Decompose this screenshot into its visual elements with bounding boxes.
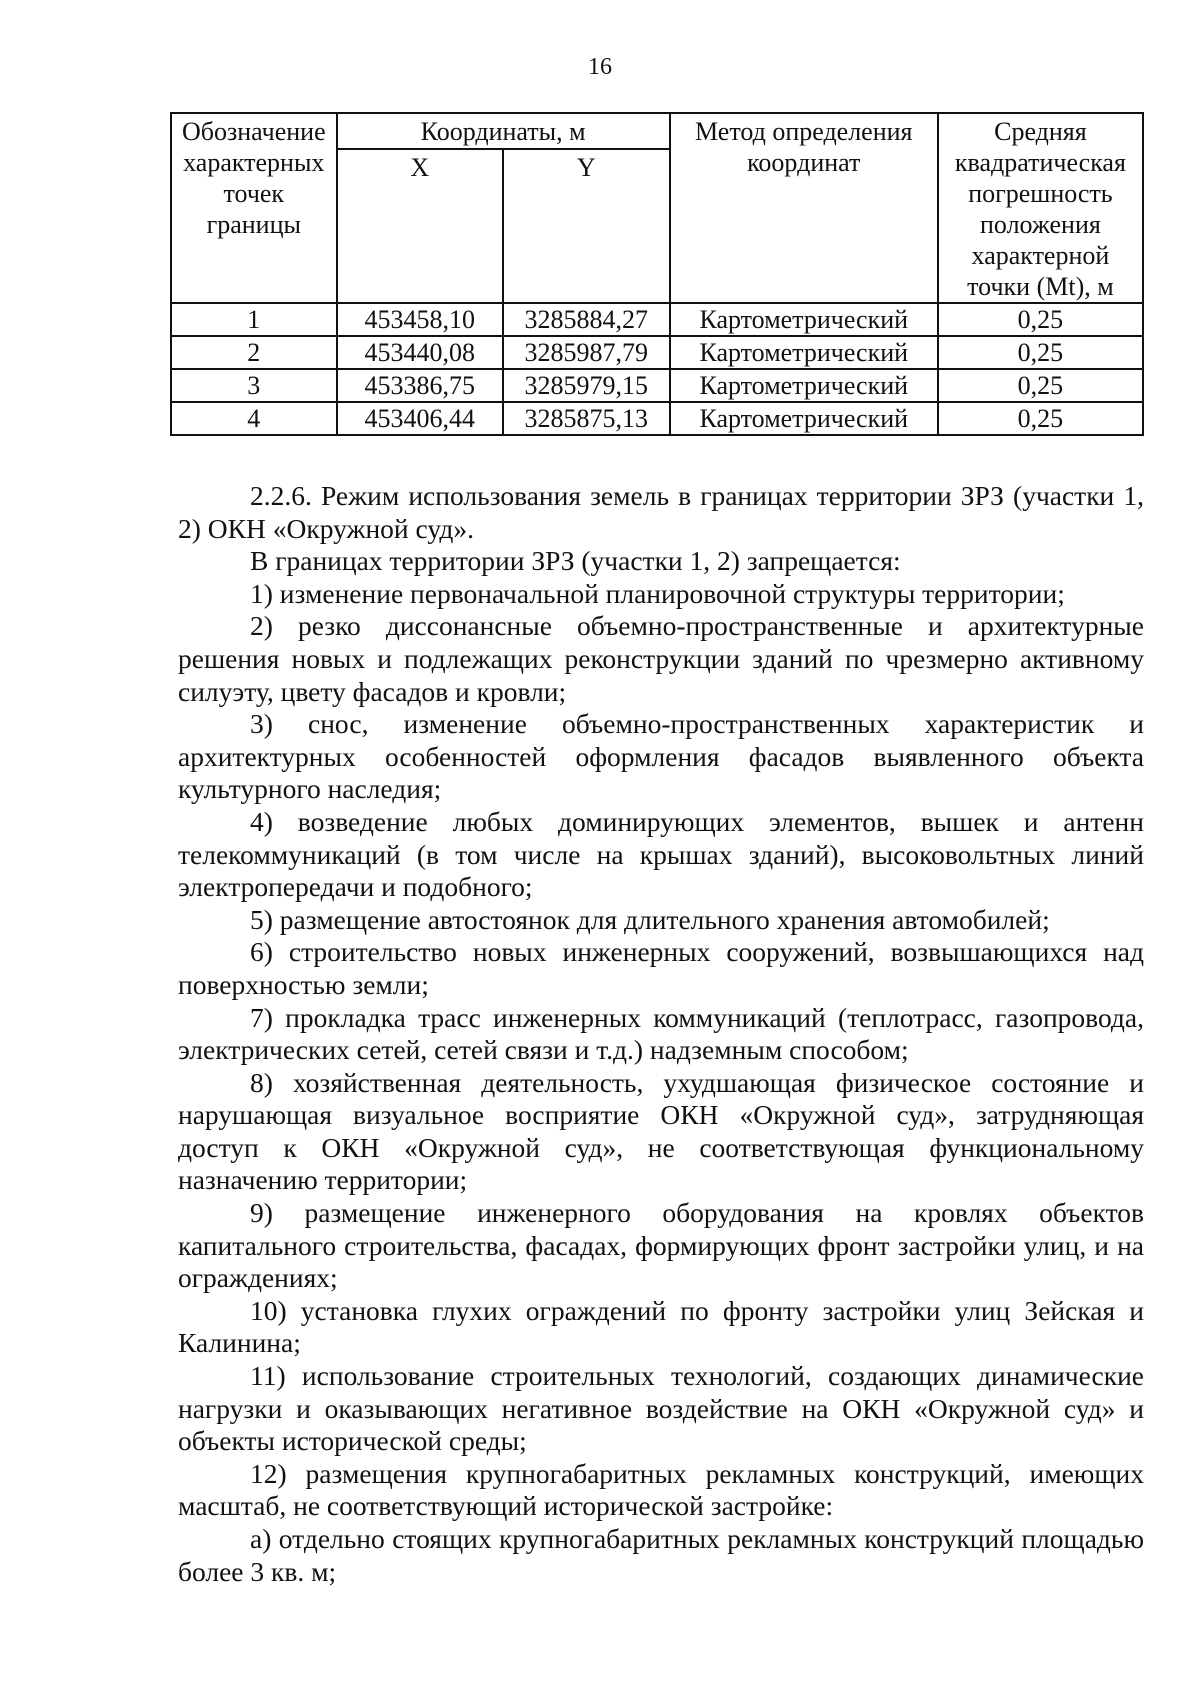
table-row (171, 336, 1143, 369)
cell-y: 3285979,15 (503, 369, 670, 402)
table-row (171, 402, 1143, 435)
section-heading: 2.2.6. Режим использования земель в границах территории ЗРЗ (участки 1, 2) ОКН «Окружной суд». (178, 480, 1144, 544)
cell-point: 1 (171, 303, 337, 336)
table-header-row (171, 113, 1143, 149)
cell-point: 4 (171, 402, 337, 435)
header-point: Обозначение характерных точек границы (171, 113, 337, 303)
body-text (178, 480, 1144, 1588)
header-coords: Координаты, м (337, 113, 670, 149)
table-row (171, 303, 1143, 336)
paragraph: В границах территории ЗРЗ (участки 1, 2) запрещается: (250, 545, 901, 577)
header-y: Y (503, 149, 670, 303)
table-row (171, 369, 1143, 402)
sub-list-item: а) отдельно стоящих крупногабаритных рекламных конструкций площадью более 3 кв. м; (178, 1523, 1144, 1587)
header-error: Средняя квадратическая погрешность положения характерной точки (Mt), м (938, 113, 1143, 303)
list-item: 8) хозяйственная деятельность, ухудшающая физическое состояние и нарушающая визуальное восприятие ОКН «Окружной суд», затрудняющая доступ к ОКН «Окружной суд», не соответствующая функциональному назначению территории; (178, 1066, 1144, 1196)
list-item: 6) строительство новых инженерных сооружений, возвышающихся над поверхностью земли; (178, 936, 1144, 1000)
page-number: 16 (588, 54, 612, 80)
cell-x: 453406,44 (337, 402, 503, 435)
cell-error: 0,25 (938, 303, 1143, 336)
cell-point: 3 (171, 369, 337, 402)
list-item: 2) резко диссонансные объемно-пространственные и архитектурные решения новых и подлежащих реконструкции зданий по чрезмерно активному силуэту, цвету фасадов и кровли; (178, 610, 1144, 707)
cell-method: Картометрический (670, 336, 938, 369)
cell-y: 3285875,13 (503, 402, 670, 435)
coordinates-table (170, 112, 1144, 436)
header-method: Метод определения координат (670, 113, 938, 303)
list-item: 10) установка глухих ограждений по фронту застройки улиц Зейская и Калинина; (178, 1294, 1144, 1359)
cell-error: 0,25 (938, 402, 1143, 435)
list-item: 4) возведение любых доминирующих элементов, вышек и антенн телекоммуникаций (в том числе на крышах зданий), высоковольтных линий электропередачи и подобного; (178, 805, 1144, 903)
header-x: X (337, 149, 503, 303)
list-item: 9) размещение инженерного оборудования на кровлях объектов капитального строительства, фасадах, формирующих фронт застройки улиц, и на ограждениях; (178, 1197, 1144, 1294)
cell-y: 3285884,27 (503, 303, 670, 336)
cell-y: 3285987,79 (503, 336, 670, 369)
list-item: 7) прокладка трасс инженерных коммуникаций (теплотрасс, газопровода, электрических сетей, сетей связи и т.д.) надземным способом; (178, 1001, 1144, 1066)
cell-error: 0,25 (938, 336, 1143, 369)
list-item: 1) изменение первоначальной планировочной структуры территории; (250, 577, 1065, 609)
list-item: 11) использование строительных технологий, создающих динамические нагрузки и оказывающих негативное воздействие на ОКН «Окружной суд» и объекты исторической среды; (178, 1360, 1144, 1457)
list-item: 3) снос, изменение объемно-пространственных характеристик и архитектурных особенностей оформления фасадов выявленного объекта культурного наследия; (178, 708, 1144, 805)
cell-method: Картометрический (670, 303, 938, 336)
cell-x: 453440,08 (337, 336, 503, 369)
cell-error: 0,25 (938, 369, 1143, 402)
cell-method: Картометрический (670, 369, 938, 402)
cell-method: Картометрический (670, 402, 938, 435)
cell-x: 453386,75 (337, 369, 503, 402)
list-item: 5) размещение автостоянок для длительного хранения автомобилей; (250, 903, 1050, 935)
cell-point: 2 (171, 336, 337, 369)
cell-x: 453458,10 (337, 303, 503, 336)
list-item: 12) размещения крупногабаритных рекламных конструкций, имеющих масштаб, не соответствующий исторической застройке: (178, 1457, 1144, 1522)
